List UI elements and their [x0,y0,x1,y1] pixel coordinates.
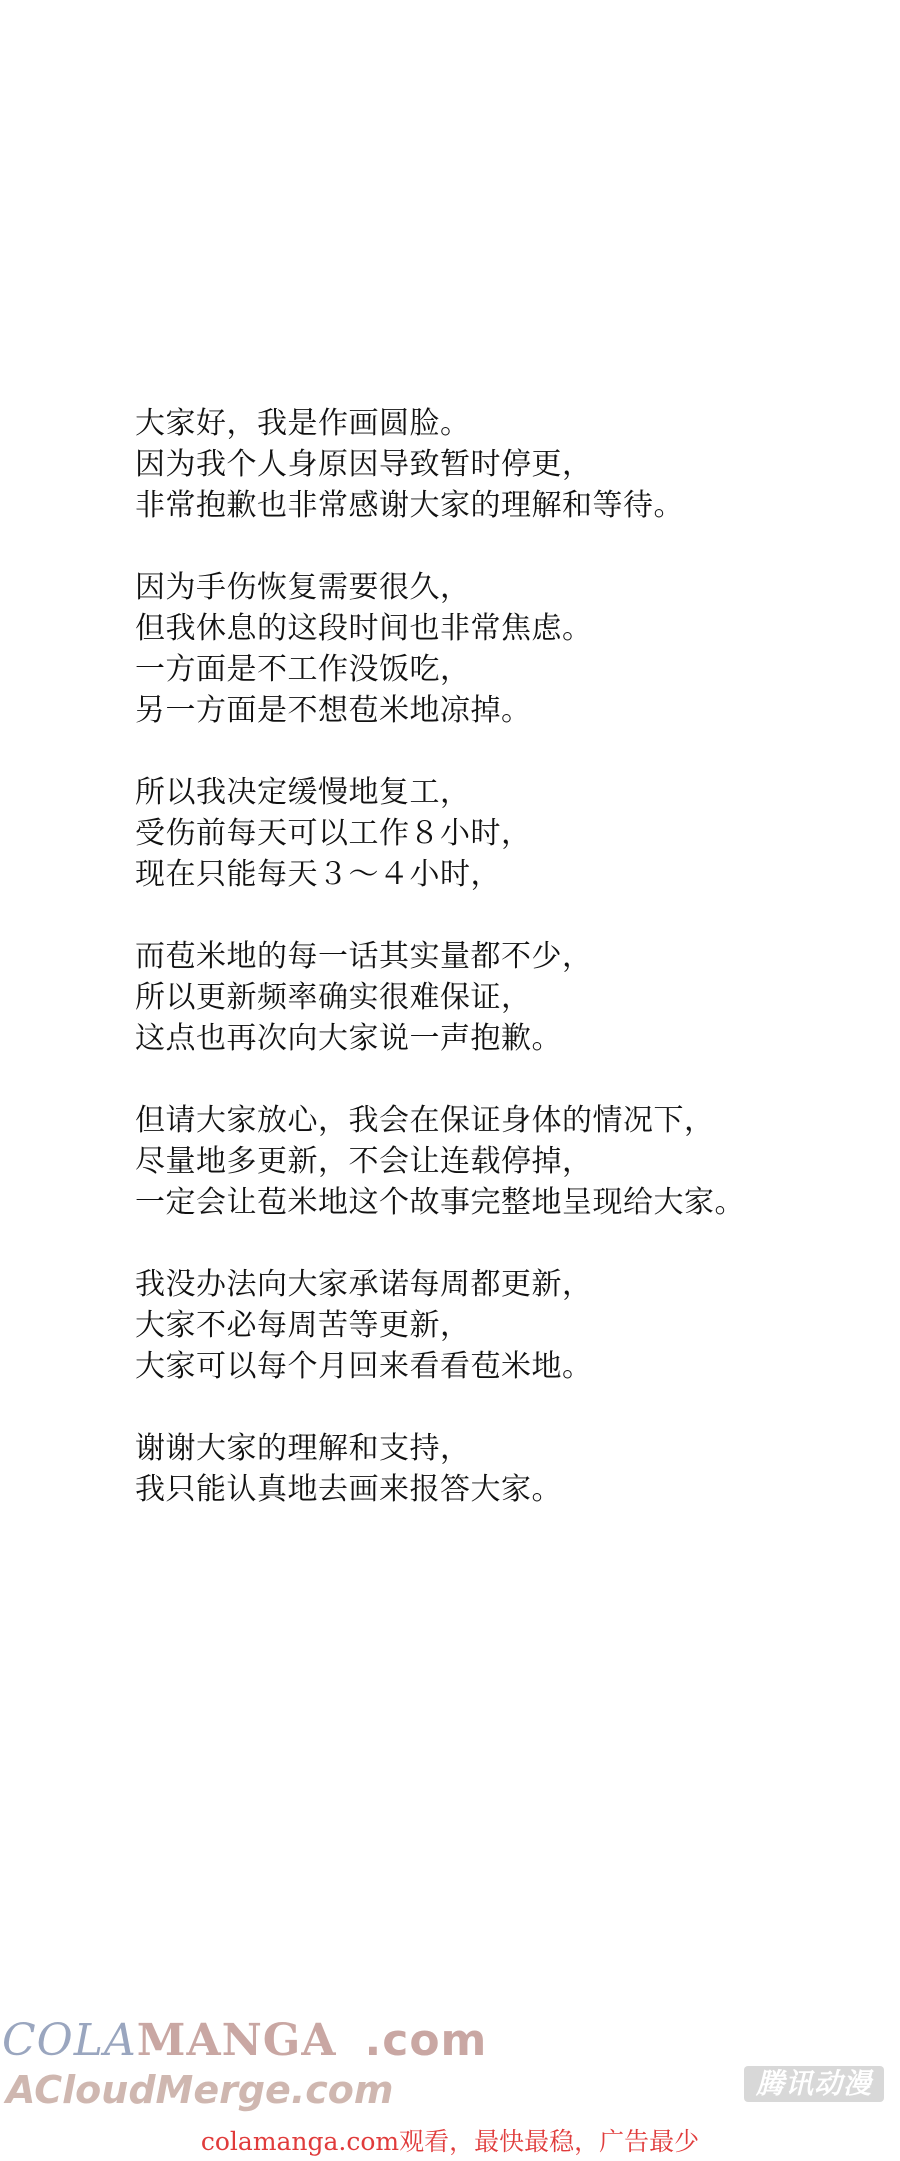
notice-line: 因为手伤恢复需要很久， [135,570,471,605]
notice-line: 而苞米地的每一话其实量都不少， [135,939,593,974]
notice-line: 一定会让苞米地这个故事完整地呈现给大家。 [135,1185,745,1220]
notice-line: 尽量地多更新，不会让连载停掉， [135,1144,593,1179]
notice-line: 所以我决定缓慢地复工， [135,775,471,810]
watermark-dotcom: .com [364,2015,488,2066]
notice-text [135,403,875,1551]
notice-line: 大家不必每周苦等更新， [135,1308,471,1343]
paragraph-6 [135,1264,875,1387]
notice-line: 谢谢大家的理解和支持， [135,1431,471,1466]
acloudmerge-watermark: ACloudMerge.com [6,2068,394,2112]
notice-line: 大家好，我是作画圆脸。 [135,406,471,441]
paragraph-4 [135,936,875,1059]
paragraph-2 [135,567,875,731]
colamanga-watermark [2,2015,487,2066]
notice-line: 现在只能每天３～４小时， [135,857,501,892]
paragraph-5 [135,1100,875,1223]
notice-line: 非常抱歉也非常感谢大家的理解和等待。 [135,488,684,523]
notice-line: 一方面是不工作没饭吃， [135,652,471,687]
notice-line: 另一方面是不想苞米地凉掉。 [135,693,532,728]
tencent-comic-logo: 腾讯动漫 [744,2066,884,2102]
notice-line: 我没办法向大家承诺每周都更新， [135,1267,593,1302]
notice-line: 所以更新频率确实很难保证， [135,980,532,1015]
notice-line: 但我休息的这段时间也非常焦虑。 [135,611,593,646]
notice-line: 这点也再次向大家说一声抱歉。 [135,1021,562,1056]
notice-line: 但请大家放心，我会在保证身体的情况下， [135,1103,715,1138]
watermark-cola: COLA [2,2015,137,2066]
watermark-manga: MANGA [136,2015,337,2066]
paragraph-3 [135,772,875,895]
notice-line: 大家可以每个月回来看看苞米地。 [135,1349,593,1384]
paragraph-7 [135,1428,875,1510]
paragraph-1 [135,403,875,526]
site-promo-watermark: colamanga.com观看，最快最稳，广告最少 [200,2127,700,2156]
notice-line: 我只能认真地去画来报答大家。 [135,1472,562,1507]
notice-line: 因为我个人身原因导致暂时停更， [135,447,593,482]
notice-line: 受伤前每天可以工作８小时， [135,816,532,851]
